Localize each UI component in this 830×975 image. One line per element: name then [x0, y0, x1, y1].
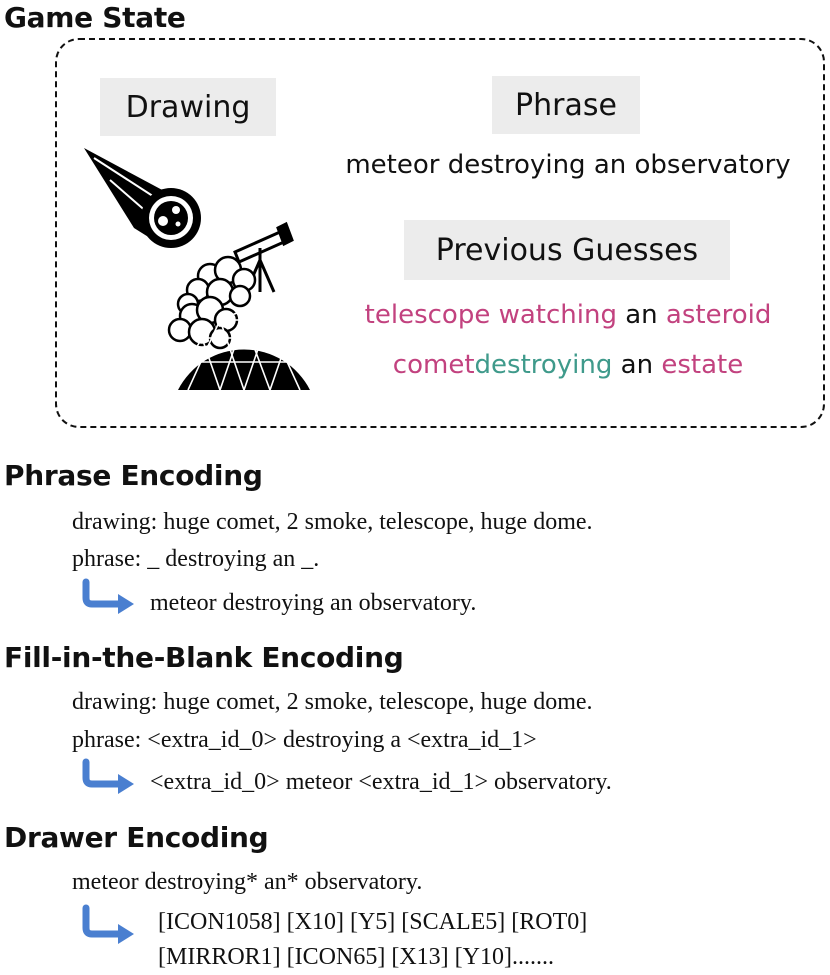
phrase-encoding-output: meteor destroying an observatory.	[150, 590, 477, 616]
guess-1-wrong-words: telescope watching	[364, 300, 617, 330]
guess-2-correct-word: an	[620, 350, 654, 380]
phrase-encoding-heading: Phrase Encoding	[4, 459, 263, 492]
phrase-encoding-line-1: drawing: huge comet, 2 smoke, telescope, huge dome.	[72, 509, 593, 535]
phrase-encoding-line-2: phrase: _ destroying an _.	[72, 546, 320, 572]
fill-blank-output: <extra_id_0> meteor <extra_id_1> observatory.	[150, 769, 612, 795]
guess-2-partial-word: destroying	[474, 350, 613, 380]
fill-blank-encoding-heading: Fill-in-the-Blank Encoding	[4, 641, 404, 674]
drawer-encoding-line-1: meteor destroying* an* observatory.	[72, 869, 423, 895]
drawer-encoding-output-2: [MIRROR1] [ICON65] [X13] [Y10].......	[158, 944, 554, 970]
previous-guesses-label: Previous Guesses	[404, 220, 730, 280]
comet-icon	[84, 148, 201, 248]
previous-guess-2	[346, 352, 790, 378]
guess-2-wrong-word: comet	[392, 350, 475, 380]
game-state-heading: Game State	[4, 1, 186, 34]
phrase-label: Phrase	[492, 76, 640, 134]
drawing-illustration	[70, 140, 330, 410]
previous-guess-1	[346, 302, 790, 328]
return-arrow-icon	[78, 758, 140, 794]
phrase-text: meteor destroying an observatory	[345, 150, 791, 180]
guess-2-wrong-word-2: estate	[661, 350, 744, 380]
drawer-encoding-heading: Drawer Encoding	[4, 821, 269, 854]
fill-blank-line-2: phrase: <extra_id_0> destroying a <extra_id_1>	[72, 727, 537, 753]
fill-blank-line-1: drawing: huge comet, 2 smoke, telescope, huge dome.	[72, 689, 593, 715]
drawer-encoding-output-1: [ICON1058] [X10] [Y5] [SCALE5] [ROT0]	[158, 909, 588, 935]
return-arrow-icon	[78, 904, 140, 944]
drawing-label: Drawing	[100, 78, 276, 136]
return-arrow-icon	[78, 578, 140, 614]
guess-1-wrong-word: asteroid	[665, 300, 772, 330]
guess-1-correct-word: an	[625, 300, 658, 330]
